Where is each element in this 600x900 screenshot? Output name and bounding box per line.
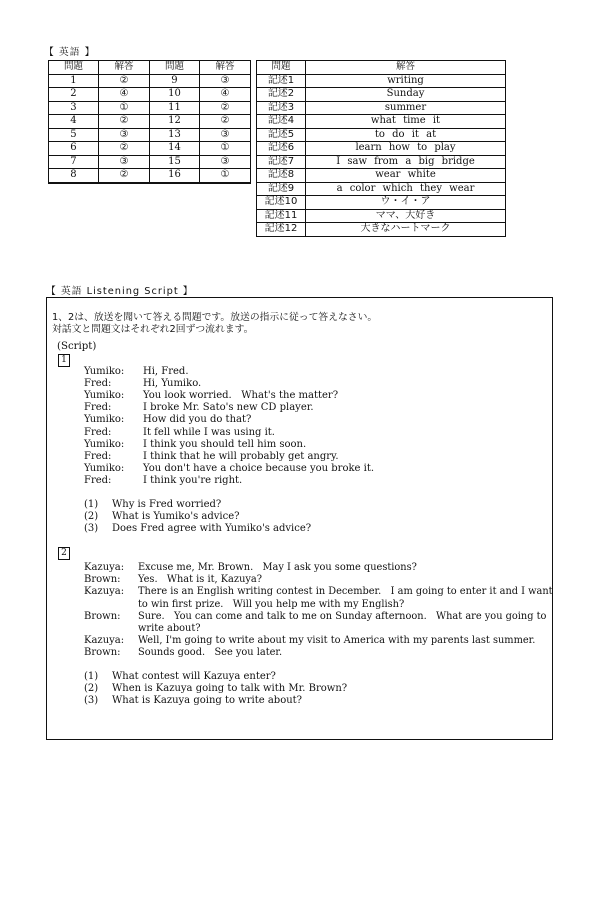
answer-cell: ① <box>200 142 251 156</box>
table-row <box>257 155 506 169</box>
speaker-label: Fred: <box>84 474 112 486</box>
table-row <box>49 142 251 156</box>
speaker-label: Brown: <box>84 574 121 586</box>
dialogue-line: How did you do that? <box>143 414 252 426</box>
answer-cell: ④ <box>98 88 149 102</box>
dialogue-line: Hi, Fred. <box>143 366 189 377</box>
dialogue-line: to win first prize. Will you help me with my English? <box>138 598 405 610</box>
table-header-row <box>49 61 251 75</box>
answer-cell: ③ <box>200 128 251 142</box>
table-row <box>257 182 506 196</box>
answer-cell: ウ・イ・ア <box>306 196 506 210</box>
question-number-cell: 10 <box>149 88 199 102</box>
header-question: 問題 <box>257 61 306 75</box>
part-number-box: 2 <box>58 547 70 560</box>
question-number-cell: 6 <box>49 142 99 156</box>
dialogue-line: write about? <box>138 623 201 634</box>
answer-cell: ② <box>98 169 149 183</box>
question-number-cell: 記述3 <box>257 101 306 115</box>
header-question: 問題 <box>49 61 99 75</box>
question-number-cell: 記述8 <box>257 169 306 183</box>
table-row <box>257 115 506 129</box>
question-number: (2) <box>84 511 99 523</box>
question-text: When is Kazuya going to talk with Mr. Brown? <box>112 683 348 695</box>
question-number: (1) <box>84 499 99 510</box>
speaker-label: Yumiko: <box>84 390 125 402</box>
table-row <box>49 101 251 115</box>
question-number-cell: 7 <box>49 155 99 169</box>
answer-section-title: 【 英語 】 <box>44 47 96 58</box>
speaker-label: Fred: <box>84 450 112 462</box>
question-number-cell: 12 <box>149 115 199 129</box>
question-number-cell: 8 <box>49 169 99 183</box>
table-row <box>257 169 506 183</box>
answer-cell: ③ <box>200 155 251 169</box>
instruction-line: 対話文と問題文はそれぞれ2回ずつ流れます。 <box>52 324 254 335</box>
dialogue-line: I think that he will probably get angry. <box>143 450 339 462</box>
table-row <box>257 223 506 237</box>
dialogue-line: Yes. What is it, Kazuya? <box>138 574 263 586</box>
question-number-cell: 記述11 <box>257 209 306 223</box>
speaker-label: Fred: <box>84 426 112 438</box>
speaker-label: Brown: <box>84 647 121 659</box>
answer-cell: I saw from a big bridge <box>306 155 506 169</box>
question-text: Why is Fred worried? <box>112 499 222 510</box>
header-question: 問題 <box>149 61 199 75</box>
question-number-cell: 14 <box>149 142 199 156</box>
answer-cell: ママ、大好き <box>306 209 506 223</box>
question-number-cell: 16 <box>149 169 199 183</box>
question-number-cell: 記述7 <box>257 155 306 169</box>
header-answer: 解答 <box>200 61 251 75</box>
answer-cell: ② <box>98 115 149 129</box>
script-label: (Script) <box>57 341 97 352</box>
answer-table-written <box>256 60 506 237</box>
question-text: What is Kazuya going to write about? <box>112 695 303 707</box>
part-number-box: 1 <box>58 354 70 367</box>
question-number-cell: 15 <box>149 155 199 169</box>
question-number-cell: 記述2 <box>257 88 306 102</box>
question-text: Does Fred agree with Yumiko's advice? <box>112 523 312 535</box>
header-answer: 解答 <box>306 61 506 75</box>
table-row <box>257 74 506 88</box>
table-row <box>257 88 506 102</box>
question-number: (1) <box>84 671 99 682</box>
table-row <box>49 128 251 142</box>
table-row <box>49 115 251 129</box>
question-number-cell: 記述9 <box>257 182 306 196</box>
answer-cell: wear white <box>306 169 506 183</box>
answer-cell: ③ <box>200 74 251 88</box>
table-row <box>49 169 251 183</box>
question-text: What is Yumiko's advice? <box>112 511 240 523</box>
speaker-label: Kazuya: <box>84 586 125 598</box>
header-answer: 解答 <box>98 61 149 75</box>
dialogue-line: Hi, Yumiko. <box>143 378 202 390</box>
answer-table-multiple-choice <box>48 60 251 184</box>
answer-cell: ③ <box>98 128 149 142</box>
speaker-label: Fred: <box>84 402 112 414</box>
table-row <box>49 88 251 102</box>
dialogue-line: I think you're right. <box>143 474 243 486</box>
speaker-label: Brown: <box>84 610 121 622</box>
answer-cell: 大きなハートマーク <box>306 223 506 237</box>
question-number-cell: 記述6 <box>257 142 306 156</box>
speaker-label: Yumiko: <box>84 438 125 450</box>
question-number-cell: 9 <box>149 74 199 88</box>
question-number-cell: 1 <box>49 74 99 88</box>
question-number-cell: 13 <box>149 128 199 142</box>
question-number-cell: 5 <box>49 128 99 142</box>
question-number-cell: 記述5 <box>257 128 306 142</box>
speaker-label: Kazuya: <box>84 635 125 647</box>
dialogue-line: You look worried. What's the matter? <box>143 390 339 402</box>
question-number-cell: 11 <box>149 101 199 115</box>
answer-cell: ② <box>98 142 149 156</box>
speaker-label: Kazuya: <box>84 562 125 573</box>
answer-cell: ② <box>98 74 149 88</box>
answer-cell: ① <box>200 169 251 183</box>
dialogue-line: I think you should tell him soon. <box>143 438 307 450</box>
dialogue-line: It fell while I was using it. <box>143 426 275 438</box>
answer-cell: to do it at <box>306 128 506 142</box>
dialogue-line: Sure. You can come and talk to me on Sunday afternoon. What are you going to <box>138 610 547 622</box>
table-row <box>49 155 251 169</box>
answer-cell: writing <box>306 74 506 88</box>
answer-cell: ③ <box>98 155 149 169</box>
speaker-label: Yumiko: <box>84 366 125 377</box>
question-number-cell: 記述4 <box>257 115 306 129</box>
listening-script-title: 【 英語 Listening Script 】 <box>46 286 194 297</box>
answer-cell: ② <box>200 115 251 129</box>
table-row <box>257 101 506 115</box>
table-header-row <box>257 61 506 75</box>
dialogue-line: Sounds good. See you later. <box>138 647 283 659</box>
dialogue-line: Excuse me, Mr. Brown. May I ask you some questions? <box>138 562 417 573</box>
question-number-cell: 2 <box>49 88 99 102</box>
question-number-cell: 4 <box>49 115 99 129</box>
answer-cell: summer <box>306 101 506 115</box>
answer-cell: Sunday <box>306 88 506 102</box>
instruction-line: 1、2は、放送を聞いて答える問題です。放送の指示に従って答えなさい。 <box>52 312 378 323</box>
table-row <box>257 196 506 210</box>
question-number-cell: 3 <box>49 101 99 115</box>
speaker-label: Yumiko: <box>84 462 125 474</box>
table-row <box>49 74 251 88</box>
question-number-cell: 記述1 <box>257 74 306 88</box>
table-row <box>257 142 506 156</box>
question-number-cell: 記述12 <box>257 223 306 237</box>
table-row <box>257 128 506 142</box>
dialogue-line: There is an English writing contest in December. I am going to enter it and I want <box>138 586 553 598</box>
answer-cell: learn how to play <box>306 142 506 156</box>
dialogue-line: I broke Mr. Sato's new CD player. <box>143 402 314 414</box>
table-row <box>257 209 506 223</box>
answer-cell: ① <box>98 101 149 115</box>
answer-cell: what time it <box>306 115 506 129</box>
dialogue-line: Well, I'm going to write about my visit to America with my parents last summer. <box>138 635 536 647</box>
speaker-label: Fred: <box>84 378 112 390</box>
speaker-label: Yumiko: <box>84 414 125 426</box>
answer-cell: ② <box>200 101 251 115</box>
answer-cell: ④ <box>200 88 251 102</box>
dialogue-line: You don't have a choice because you broke it. <box>143 462 375 474</box>
question-number: (3) <box>84 695 99 707</box>
question-text: What contest will Kazuya enter? <box>112 671 276 682</box>
question-number: (3) <box>84 523 99 535</box>
answer-cell: a color which they wear <box>306 182 506 196</box>
question-number: (2) <box>84 683 99 695</box>
question-number-cell: 記述10 <box>257 196 306 210</box>
